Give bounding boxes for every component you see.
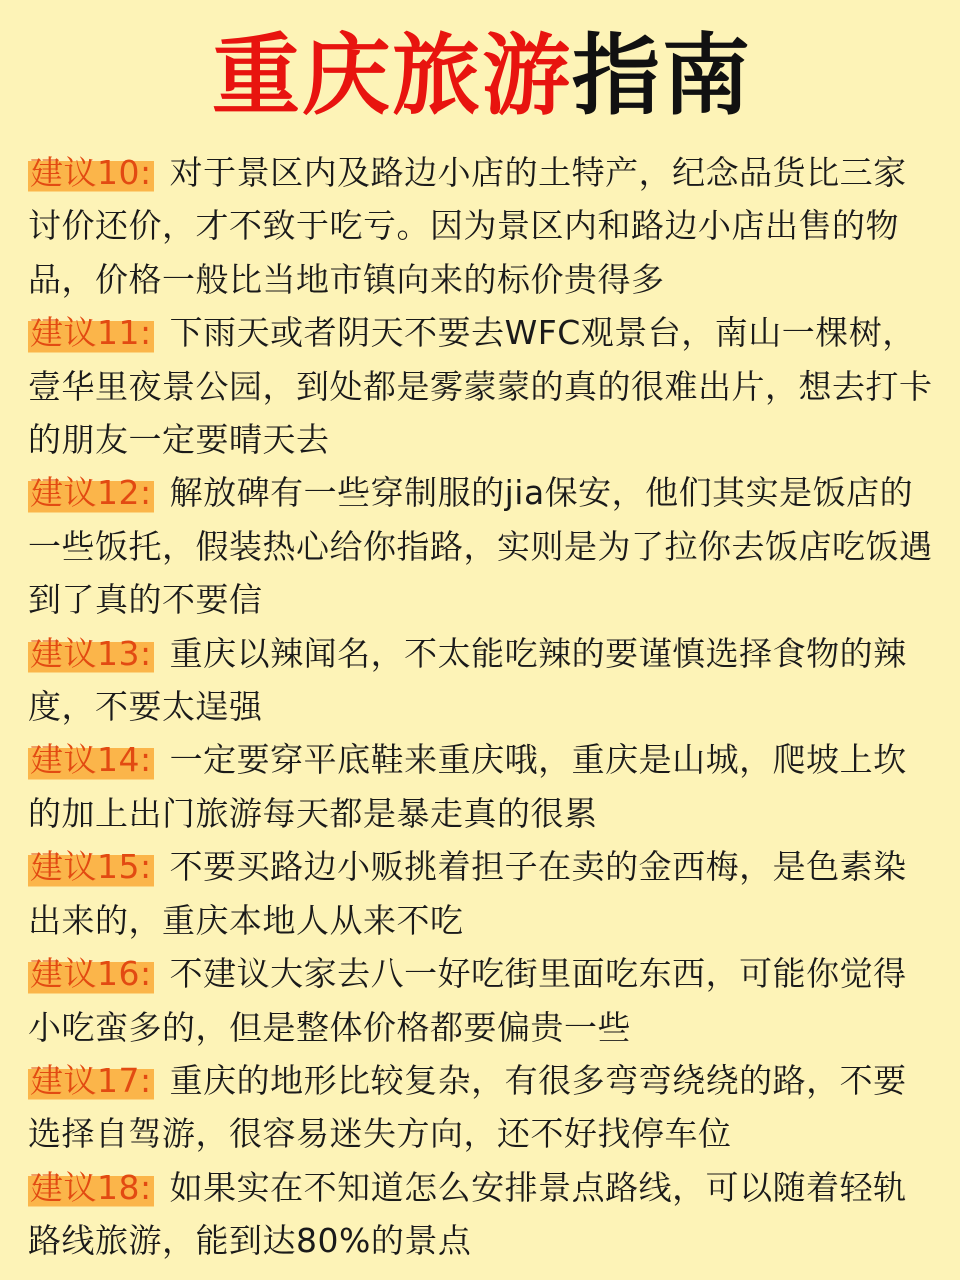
tip-tag: 建议12: bbox=[28, 466, 154, 519]
tip-text: 一定要穿平底鞋来重庆哦，重庆是山城，爬坡上坎的加上出门旅游每天都是暴走真的很累 bbox=[28, 740, 907, 833]
tip-text: 如果实在不知道怎么安排景点路线，可以随着轻轨路线旅游，能到达80%的景点 bbox=[28, 1167, 907, 1261]
tip-13 bbox=[28, 627, 936, 734]
tip-18 bbox=[28, 1161, 936, 1268]
tip-text: 不建议大家去八一好吃街里面吃东西，可能你觉得小吃蛮多的，但是整体价格都要偏贵一些 bbox=[28, 954, 907, 1047]
tip-text: 不要买路边小贩挑着担子在卖的金西梅，是色素染出来的，重庆本地人从来不吃 bbox=[28, 847, 907, 940]
tip-tag: 建议10: bbox=[28, 146, 154, 199]
tip-text: 下雨天或者阴天不要去WFC观景台，南山一棵树，壹华里夜景公园，到处都是雾蒙蒙的真的很难出片，想去打卡的朋友一定要晴天去 bbox=[28, 313, 933, 460]
tips-list bbox=[28, 146, 936, 1268]
tip-16 bbox=[28, 947, 936, 1054]
tip-tag: 建议13: bbox=[28, 627, 154, 680]
tip-tag: 建议14: bbox=[28, 733, 154, 786]
tip-text: 解放碑有一些穿制服的jia保安，他们其实是饭店的一些饭托，假装热心给你指路，实则是为了拉你去饭店吃饭遇到了真的不要信 bbox=[28, 473, 933, 620]
tip-15 bbox=[28, 840, 936, 947]
tip-10 bbox=[28, 146, 936, 306]
tip-tag: 建议18: bbox=[28, 1161, 154, 1214]
tip-text: 重庆以辣闻名，不太能吃辣的要谨慎选择食物的辣度，不要太逞强 bbox=[28, 633, 907, 727]
tip-11 bbox=[28, 306, 936, 466]
tip-text: 重庆的地形比较复杂，有很多弯弯绕绕的路，不要选择自驾游，很容易迷失方向，还不好找停车位 bbox=[28, 1060, 907, 1154]
tip-tag: 建议15: bbox=[28, 840, 154, 893]
tip-17 bbox=[28, 1054, 936, 1161]
title-red-part: 重庆旅游 bbox=[211, 24, 572, 127]
page-title bbox=[28, 20, 936, 132]
tip-text: 对于景区内及路边小店的土特产，纪念品货比三家讨价还价，才不致于吃亏。因为景区内和路边小店出售的物品，价格一般比当地市镇向来的标价贵得多 bbox=[28, 153, 907, 299]
title-black-part: 指南 bbox=[572, 24, 753, 127]
tip-tag: 建议17: bbox=[28, 1054, 154, 1107]
tip-tag: 建议16: bbox=[28, 947, 154, 1000]
tip-tag: 建议11: bbox=[28, 306, 154, 359]
tip-12 bbox=[28, 466, 936, 626]
tip-14 bbox=[28, 733, 936, 840]
